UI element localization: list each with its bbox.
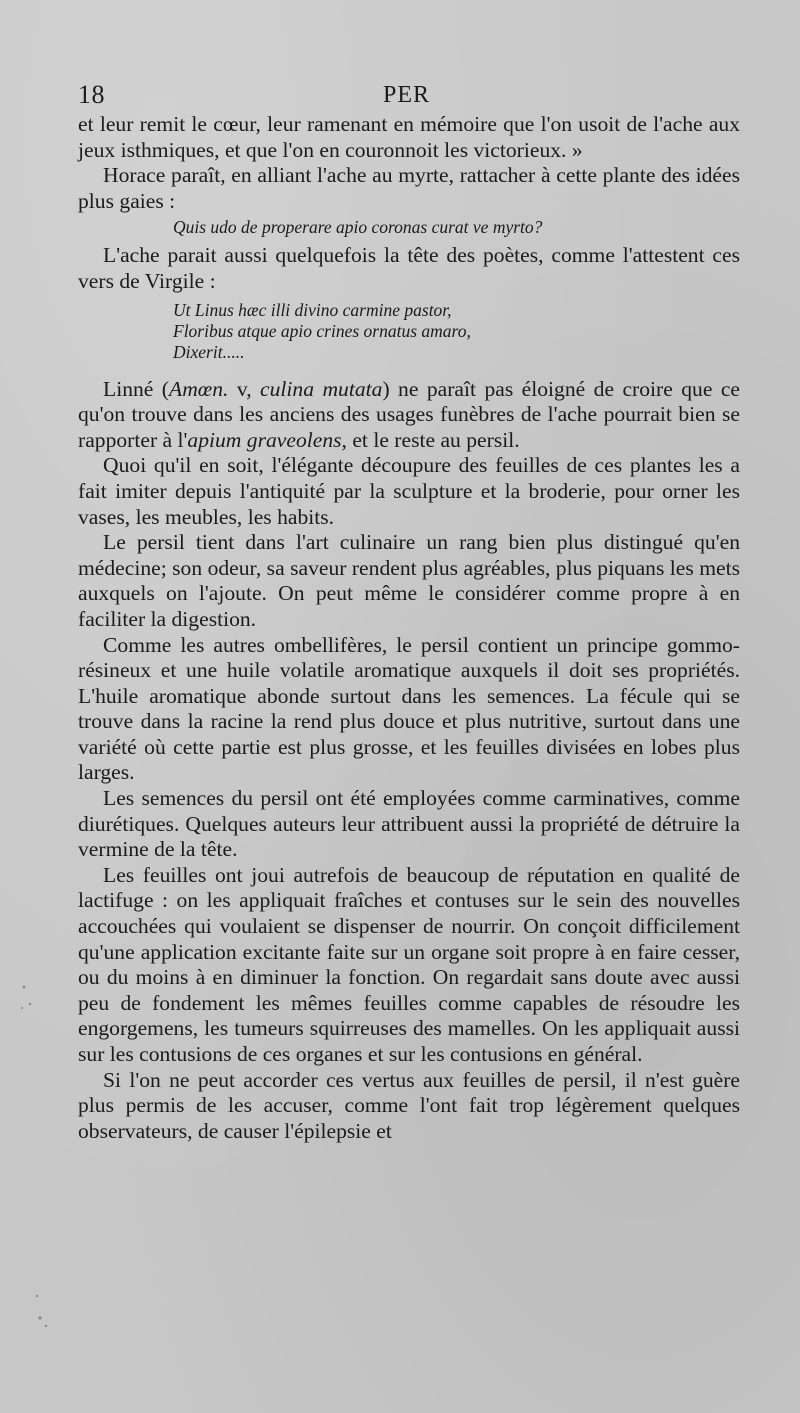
paragraph-ombelliferes: Comme les autres ombellifères, le persil contient un principe gommo-résineux et une huile volatile aromatique auxquels il doit ses propriétés. L'huile aromatique abonde surtout dans les semences. La fécule qui se trouve dans la racine la rend plus douce et plus nutritive, surtout dans une variété où cette partie est plus grosse, et les feuilles divisées en lobes plus larges. bbox=[78, 632, 740, 785]
text-run: v, bbox=[228, 376, 261, 401]
citation-italic: culina mutata bbox=[260, 376, 383, 401]
paragraph-linne bbox=[78, 377, 740, 454]
paragraph-feuilles: Les feuilles ont joui autrefois de beaucoup de réputation en qualité de lactifuge : on les appliquait fraîches et contuses sur le sein des nouvelles accouchées qui voulaient se dispenser de nourrir. On conçoit difficilement qu'une application excitante faite sur un organe soit propre à en faire cesser, ou du moins à en diminuer la fonction. On regardait sans doute avec aussi peu de fondement les mêmes feuilles comme capables de résoudre les engorgemens, les tumeurs squirreuses des mamelles. On les appliquait aussi sur les contusions de ces organes et sur les contusions en général. bbox=[78, 862, 740, 1066]
species-name-italic: apium graveolens bbox=[187, 427, 342, 452]
page-header bbox=[78, 78, 740, 112]
running-head: PER bbox=[383, 82, 431, 108]
paragraph-vertus: Si l'on ne peut accorder ces vertus aux feuilles de persil, il n'est guère plus permis de les accuser, comme l'ont fait trop légèrement quelques observateurs, de causer l'épilepsie et bbox=[78, 1067, 740, 1143]
text-run: Linné ( bbox=[103, 376, 169, 401]
paragraph-virgile: L'ache parait aussi quelquefois la tête des poètes, comme l'attestent ces vers de Virgile : bbox=[78, 243, 740, 293]
quote-horace: Quis udo de properare apio coronas curat ve myrto? bbox=[173, 217, 543, 238]
text-run: , et le reste au persil. bbox=[341, 427, 520, 452]
verse-line: Floribus atque apio crines ornatus amaro, bbox=[173, 320, 471, 341]
citation-italic: Amœn. bbox=[169, 376, 229, 401]
paragraph-decoupure: Quoi qu'il en soit, l'élégante découpure des feuilles de ces plantes les a fait imiter depuis l'antiquité par la sculpture et la broderie, pour orner les vases, les meubles, les habits. bbox=[78, 453, 740, 529]
verse-line: Ut Linus hæc illi divino carmine pastor, bbox=[173, 299, 452, 320]
paragraph-semences: Les semences du persil ont été employées comme carminatives, comme diurétiques. Quelques auteurs leur attribuent aussi la propriété de détruire la vermine de la tête. bbox=[78, 786, 740, 862]
verse-virgile bbox=[173, 300, 740, 363]
page-number: 18 bbox=[78, 80, 105, 109]
paragraph-culinaire: Le persil tient dans l'art culinaire un rang bien plus distingué qu'en médecine; son odeur, sa saveur rendent plus agréables, plus piquans les mets auxquels on l'ajoute. On peut même le considérer comme propre à en faciliter la digestion. bbox=[78, 530, 740, 631]
verse-line: Dixerit..... bbox=[173, 341, 245, 362]
paragraph-continued: et leur remit le cœur, leur ramenant en mémoire que l'on usoit de l'ache aux jeux isthmiques, et que l'on en couronnoit les victorieux. » bbox=[78, 112, 740, 162]
text-run: ) ne paraît pas éloigné de croire que ce qu'on trouve dans les anciens des usages funèbres de l'ache pourrait bien se rapporter à l' bbox=[78, 376, 740, 452]
paragraph-horace: Horace paraît, en alliant l'ache au myrte, rattacher à cette plante des idées plus gaies : bbox=[78, 163, 740, 213]
book-page bbox=[78, 78, 740, 1144]
